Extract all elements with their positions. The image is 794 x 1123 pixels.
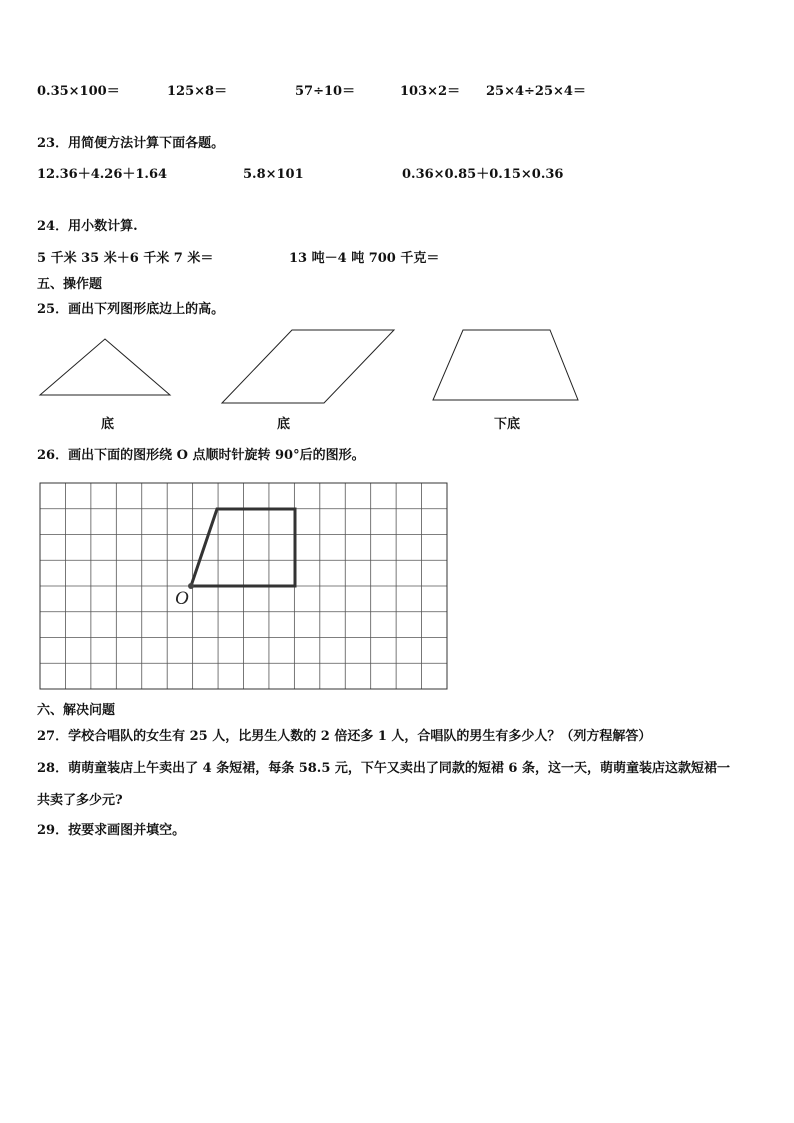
expr-125x8: 125×8＝ — [167, 84, 228, 99]
q24-expr-2: 13 吨－4 吨 700 千克＝ — [289, 251, 440, 266]
q25-title: 25．画出下列图形底边上的高。 — [37, 302, 225, 317]
q23-title: 23．用简便方法计算下面各题。 — [37, 136, 225, 151]
section-operations-heading: 五、操作题 — [37, 277, 103, 292]
q24-title: 24．用小数计算. — [37, 219, 138, 234]
expr-0.35x100: 0.35×100＝ — [37, 84, 120, 99]
point-o — [188, 583, 194, 589]
q27-text: 27．学校合唱队的女生有 25 人，比男生人数的 2 倍还多 1 人，合唱队的男生有多少人？（列方程解答） — [37, 729, 652, 744]
q28-text-line-2: 共卖了多少元? — [37, 793, 123, 808]
expr-25x4div25x4: 25×4÷25×4＝ — [486, 84, 586, 99]
q29-text: 29．按要求画图并填空。 — [37, 823, 186, 838]
section-problem-solving-heading: 六、解决问题 — [37, 703, 116, 718]
trapezoid-figure — [191, 509, 295, 586]
q23-expr-3: 0.36×0.85＋0.15×0.36 — [402, 167, 564, 182]
q24-expr-1: 5 千米 35 米＋6 千米 7 米＝ — [37, 251, 214, 266]
q23-expr-1: 12.36＋4.26＋1.64 — [37, 167, 168, 182]
q26-title: 26．画出下面的图形绕 O 点顺时针旋转 90°后的图形。 — [37, 448, 365, 463]
parallelogram-base-label: 底 — [277, 417, 291, 432]
point-o-label: O — [175, 588, 189, 609]
q23-expr-2: 5.8×101 — [243, 167, 304, 182]
expr-57div10: 57÷10＝ — [295, 84, 356, 99]
triangle-base-label: 底 — [101, 417, 115, 432]
expr-103x2: 103×2＝ — [400, 84, 461, 99]
trapezoid-base-label: 下底 — [494, 417, 521, 432]
q28-text-line-1: 28．萌萌童装店上午卖出了 4 条短裙，每条 58.5 元，下午又卖出了同款的短裙 6 条，这一天，萌萌童装店这款短裙一 — [37, 761, 730, 776]
